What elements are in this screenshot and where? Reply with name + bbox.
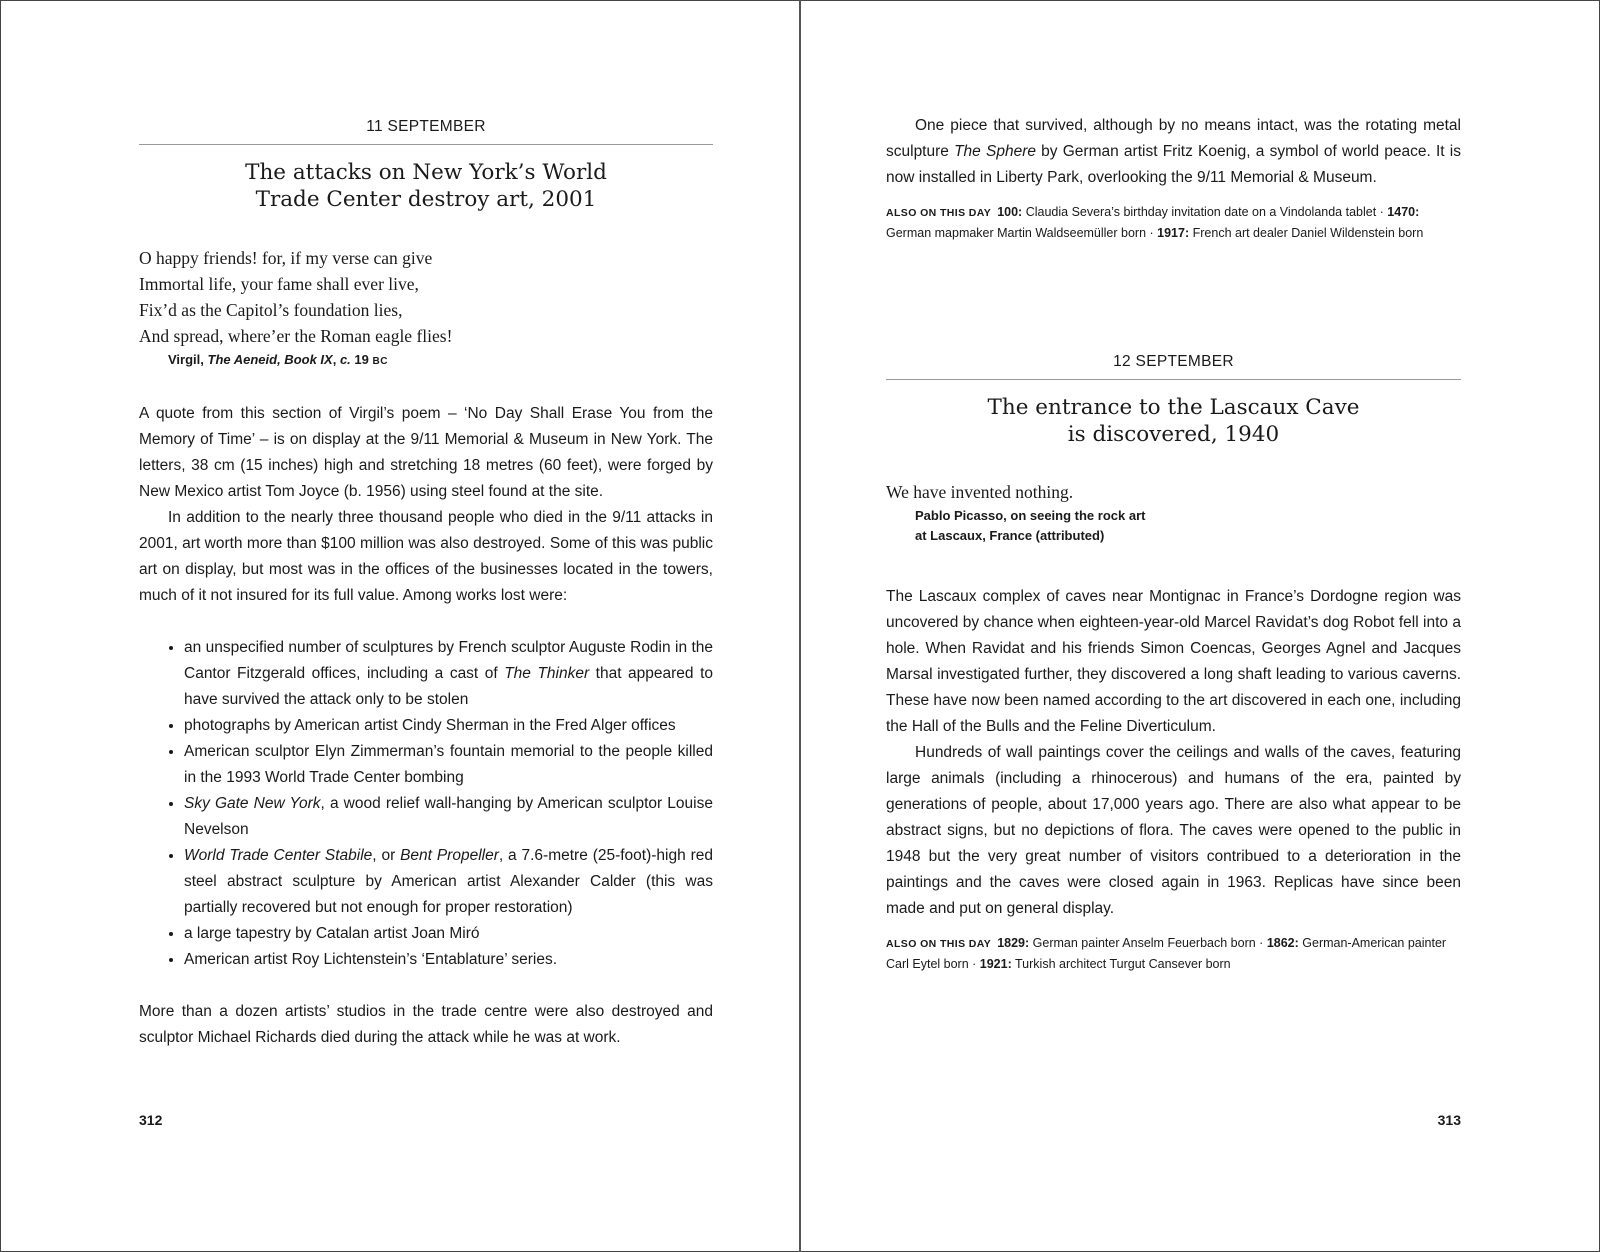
- list-item: • World Trade Center Stabile, or Bent Propeller, a 7.6-metre (25-foot)-high red steel abstract sculpture by American artist Alexander Calder (this was partially recovered but not enough for proper restoration): [184, 843, 713, 921]
- body-paragraph: Hundreds of wall paintings cover the ceilings and walls of the caves, featuring large animals (including a rhinocerous) and humans of the era, painted by generations of people, about 17,000 years ago. There are also what appear to be abstract signs, but no depictions of flora. The caves were opened to the public in 1948 but the very great number of visitors contribued to a deterioration in the paintings and the caves were closed again in 1963. Replicas have since been made and put on general display.: [886, 744, 1461, 917]
- verse-line: Immortal life, your fame shall ever live,: [139, 274, 419, 294]
- title-line: The entrance to the Lascaux Cave: [987, 395, 1360, 420]
- epigraph-quote: We have invented nothing.: [886, 482, 1074, 502]
- entry-title: [886, 394, 1461, 448]
- epigraph-attribution: Virgil, The Aeneid, Book IX, c. 19 BC: [168, 352, 388, 367]
- lost-works-list: [139, 635, 713, 973]
- gutter-line: [799, 0, 801, 1252]
- list-item: • American artist Roy Lichtenstein’s ‘Entablature’ series.: [184, 947, 713, 973]
- list-item: • a large tapestry by Catalan artist Joan Miró: [184, 921, 713, 947]
- page-number: 312: [139, 1112, 163, 1128]
- page-date: 11 SEPTEMBER: [139, 118, 713, 145]
- body-paragraph: In addition to the nearly three thousand people who died in the 9/11 attacks in 2001, art worth more than $100 million was also destroyed. Some of this was public art on display, but most was in the offices of the businesses located in the towers, much of it not insured for its full value. Among works lost were:: [139, 509, 713, 604]
- title-line: Trade Center destroy art, 2001: [255, 187, 597, 212]
- title-line: is discovered, 1940: [1067, 422, 1280, 447]
- epigraph-verse: [139, 245, 713, 349]
- also-on-this-day: ALSO ON THIS DAY 1829: German painter Anselm Feuerbach born · 1862: German-American painter Carl Eytel born · 1921: Turkish architect Turgut Cansever born: [886, 936, 1447, 971]
- verse-line: And spread, where’er the Roman eagle flies!: [139, 326, 453, 346]
- list-item: • an unspecified number of sculptures by French sculptor Auguste Rodin in the Cantor Fitzgerald offices, including a cast of The Thinker that appeared to have survived the attack only to be stolen: [184, 635, 713, 713]
- body-paragraph: The Lascaux complex of caves near Montignac in France’s Dordogne region was uncovered by chance when eighteen-year-old Marcel Ravidat’s dog Robot fell into a hole. When Ravidat and his friends Simon Coencas, Georges Agnel and Jacques Marsal investigated further, they discovered a long shaft leading to various caverns. These have now been named according to the art discovered in each one, including the Hall of the Bulls and the Feline Diverticulum.: [886, 588, 1461, 735]
- body-paragraph: A quote from this section of Virgil’s poem – ‘No Day Shall Erase You from the Memory of Time’ – is on display at the 9/11 Memorial & Museum in New York. The letters, 38 cm (15 inches) high and stretching 18 metres (60 feet), were forged by New Mexico artist Tom Joyce (b. 1956) using steel found at the site.: [139, 405, 713, 500]
- continued-paragraph: One piece that survived, although by no means intact, was the rotating metal sculpture The Sphere by German artist Fritz Koenig, a symbol of world peace. It is now installed in Liberty Park, overlooking the 9/11 Memorial & Museum.: [886, 117, 1461, 186]
- epigraph-attribution: Pablo Picasso, on seeing the rock art at Lascaux, France (attributed): [915, 508, 1146, 543]
- also-on-this-day: ALSO ON THIS DAY 100: Claudia Severa’s birthday invitation date on a Vindolanda tablet · 1470: German mapmaker Martin Waldseemüller born · 1917: French art dealer Daniel Wildenstein born: [886, 205, 1424, 240]
- page-number: 313: [1437, 1112, 1461, 1128]
- page-date: 12 SEPTEMBER: [886, 353, 1461, 380]
- entry-title: [139, 159, 713, 213]
- left-page: [139, 0, 713, 1252]
- list-item: • photographs by American artist Cindy Sherman in the Fred Alger offices: [184, 713, 713, 739]
- body-paragraph: More than a dozen artists’ studios in the trade centre were also destroyed and sculptor Michael Richards died during the attack while he was at work.: [139, 1003, 713, 1046]
- list-item: • American sculptor Elyn Zimmerman’s fountain memorial to the people killed in the 1993 World Trade Center bombing: [184, 739, 713, 791]
- verse-line: O happy friends! for, if my verse can give: [139, 248, 433, 268]
- right-page: [886, 0, 1461, 1252]
- list-item: • Sky Gate New York, a wood relief wall-hanging by American sculptor Louise Nevelson: [184, 791, 713, 843]
- title-line: The attacks on New York’s World: [245, 160, 607, 185]
- verse-line: Fix’d as the Capitol’s foundation lies,: [139, 300, 403, 320]
